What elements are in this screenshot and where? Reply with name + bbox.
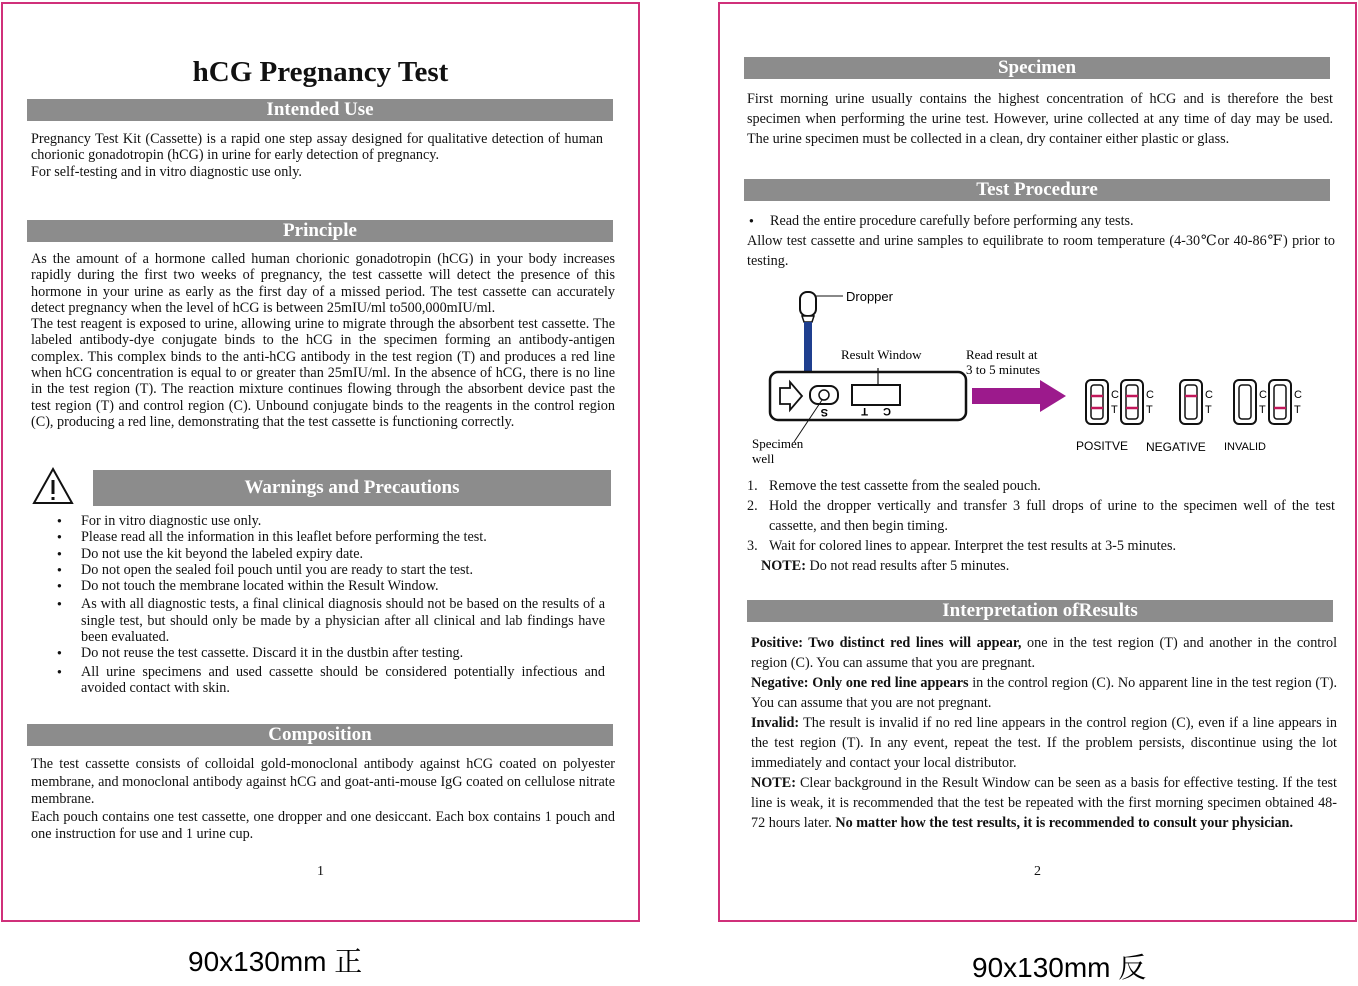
warnings-list	[33, 513, 605, 696]
strip-c-label: C	[1146, 389, 1154, 401]
warning-item: ● Do not reuse the test cassette. Discard it in the dustbin after testing.	[33, 645, 605, 661]
window-t-label: T	[861, 405, 868, 417]
interpretation-text	[751, 633, 1337, 833]
strip-t-label: T	[1294, 404, 1301, 416]
procedure-step: 3. Wait for colored lines to appear. Interpret the test results at 3-5 minutes.	[747, 538, 1177, 554]
caption-back: 90x130mm 反	[972, 952, 1147, 983]
specimen-well-label-1: Specimen	[752, 436, 804, 451]
warning-item: ● For in vitro diagnostic use only.	[33, 513, 605, 529]
procedure-diagram	[748, 284, 1338, 469]
read-result-label-2: 3 to 5 minutes	[966, 362, 1041, 377]
procedure-steps	[747, 476, 1335, 576]
invalid-label: INVALID	[1224, 441, 1266, 453]
strip-t-label: T	[1205, 404, 1212, 416]
window-c-label: C	[883, 405, 891, 417]
result-strip-icon	[1269, 380, 1302, 424]
intended-use-text	[31, 131, 603, 180]
interpretation-note: NOTE: Clear background in the Result Window can be seen as a basis for effective testing. If the test line is weak, it is recommended that the test be repeated with the first morning specimen obtained 48-72 hours later. No matter how the test results, it is recommended to consult your physician.	[751, 775, 1337, 831]
composition-paragraph: The test cassette consists of colloidal gold-monoclonal antibody against hCG coated on polyester membrane, and monoclonal antibody against hCG and goat-anti-mouse IgG coated on cellulose nitrate membrane.	[31, 756, 615, 807]
strip-c-label: C	[1111, 389, 1119, 401]
intended-use-line: Pregnancy Test Kit (Cassette) is a rapid one step assay designed for qualitative detection of human chorionic gonadotropin (hCG) in urine for early detection of pregnancy.	[31, 131, 603, 164]
section-specimen-heading: Specimen	[744, 57, 1330, 79]
page-back	[718, 2, 1357, 922]
composition-text	[31, 756, 615, 844]
negative-label: NEGATIVE	[1146, 440, 1206, 454]
read-result-label-1: Read result at	[966, 347, 1038, 362]
section-procedure-heading: Test Procedure	[744, 179, 1330, 201]
warning-item: ● Do not use the kit beyond the labeled expiry date.	[33, 546, 605, 562]
result-window-icon	[852, 385, 900, 405]
result-strip-icon	[1180, 380, 1213, 424]
warning-triangle-icon	[31, 466, 75, 506]
positive-label: POSITVE	[1076, 439, 1129, 453]
result-strip-icon	[1121, 380, 1154, 424]
composition-paragraph: Each pouch contains one test cassette, one dropper and one desiccant. Each box contains 1 pouch and one instruction for use and 1 urine cup.	[31, 808, 615, 842]
warning-item: ● Please read all the information in this leaflet before performing the test.	[33, 529, 605, 545]
section-intended-use-heading: Intended Use	[27, 99, 613, 121]
result-window-label: Result Window	[841, 347, 922, 362]
caption-front: 90x130mm 正	[188, 946, 363, 977]
page-number: 2	[1034, 864, 1041, 879]
procedure-bullet: ● Read the entire procedure carefully before performing any tests.	[749, 213, 1134, 229]
principle-paragraph: As the amount of a hormone called human chorionic gonadotropin (hCG) in your body increases rapidly during the first two weeks of pregnancy, the test cassette will detect the presence of this hormone in your urine as early as the first day of a missed period. The test cassette can accurately detect pregnancy when the level of hCG is between 25mIU/ml to500,000mIU/ml.	[31, 251, 615, 316]
warning-item: ● Do not open the sealed foil pouch until you are ready to start the test.	[33, 562, 605, 578]
read-result-arrow-icon	[972, 380, 1066, 412]
interpretation-negative: Negative: Only one red line appears in the control region (C). No apparent line in the test region (T). You can assume that you are not pregnant.	[751, 675, 1338, 711]
section-composition-heading: Composition	[27, 724, 613, 746]
procedure-note: NOTE: Do not read results after 5 minutes.	[761, 558, 1010, 574]
strip-t-label: T	[1146, 404, 1153, 416]
interpretation-positive: Positive: Two distinct red lines will appear, one in the test region (T) and another in the control region (C). You can assume that you are pregnant.	[751, 635, 1338, 671]
document-title: hCG Pregnancy Test	[192, 56, 449, 88]
strip-t-label: T	[1259, 404, 1266, 416]
principle-paragraph: The test reagent is exposed to urine, allowing urine to migrate through the absorbent test cassette. The labeled antibody-dye conjugate binds to the hCG in the specimen forming an antibody-antigen complex. This complex binds to the anti-hCG antibody in the test region (T) and produces a red line when hCG concentration is equal to or greater than 25mIU/ml. In the absence of hCG, there is no line in the test region (T). The reaction mixture continues flowing through the absorbent device past the test region (T) and control region (C). Unbound conjugate binds to the reagents in the control region (C), producing a red line, demonstrating that the test cassette is functioning correctly.	[31, 316, 615, 430]
result-strip-icon	[1234, 380, 1267, 424]
procedure-step: 2. Hold the dropper vertically and transfer 3 full drops of urine to the specimen well of the test cassette, and then begin timing.	[747, 498, 1335, 534]
interpretation-invalid: Invalid: The result is invalid if no red line appears in the control region (C), even if a line appears in the test region (T). In any event, repeat the test. If the problem persists, discontinue using the lot immediately and contact your local distributor.	[751, 715, 1337, 771]
warning-item: ● Do not touch the membrane located within the Result Window.	[33, 578, 605, 594]
section-principle-heading: Principle	[27, 220, 613, 242]
procedure-intro	[747, 211, 1335, 271]
warning-item: ● All urine specimens and used cassette should be considered potentially infectious and avoided contact with skin.	[33, 664, 605, 697]
strip-c-label: C	[1294, 389, 1302, 401]
strip-c-label: C	[1259, 389, 1267, 401]
specimen-well-label-2: well	[752, 451, 775, 466]
specimen-text: First morning urine usually contains the highest concentration of hCG and is therefore the best specimen when performing the urine test. However, urine collected at any time of day may be used. The urine specimen must be collected in a clean, dry container either plastic or glass.	[747, 91, 1333, 147]
page-number: 1	[317, 864, 324, 879]
strip-c-label: C	[1205, 389, 1213, 401]
dropper-label: Dropper	[846, 289, 893, 304]
intended-use-line: For self-testing and in vitro diagnostic use only.	[31, 163, 302, 180]
warning-item: ● As with all diagnostic tests, a final clinical diagnosis should not be based on the results of a single test, but should only be made by a physician after all clinical and lab findings have been evaluated.	[33, 596, 605, 645]
section-warnings-heading: Warnings and Precautions	[93, 470, 611, 506]
procedure-step: 1. Remove the test cassette from the sealed pouch.	[747, 478, 1041, 494]
strip-t-label: T	[1111, 404, 1118, 416]
page-front	[1, 2, 640, 922]
procedure-intro-text: Allow test cassette and urine samples to equilibrate to room temperature (4-30℃or 40-86℉) prior to testing.	[747, 233, 1335, 269]
section-interpretation-heading: Interpretation ofResults	[747, 600, 1333, 622]
result-strip-icon	[1086, 380, 1119, 424]
principle-text	[31, 251, 615, 430]
well-s-label: S	[820, 406, 828, 418]
